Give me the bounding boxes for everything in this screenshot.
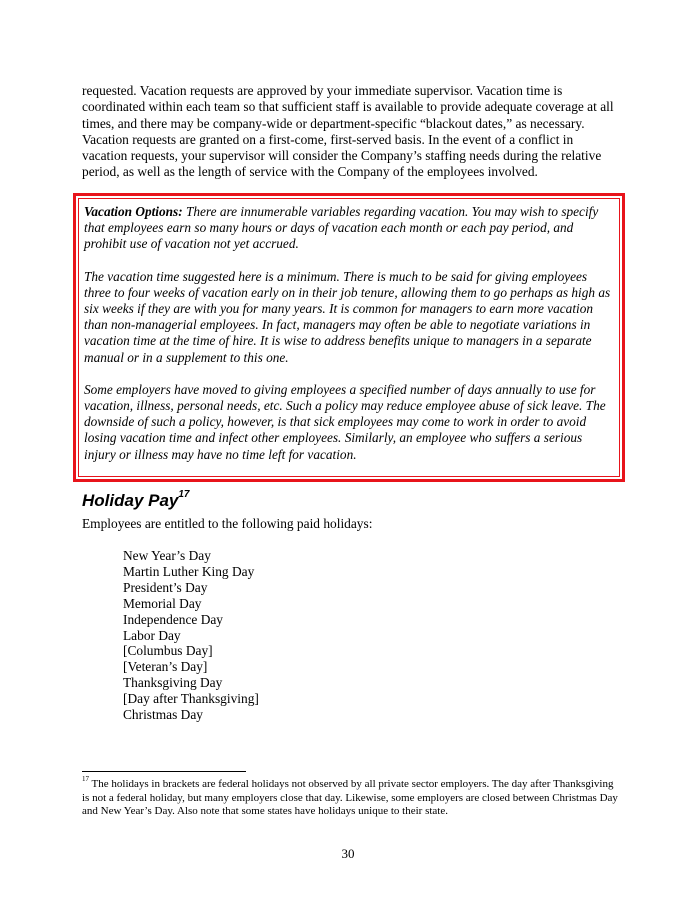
holiday-item: Thanksgiving Day — [123, 675, 223, 691]
holiday-item: Independence Day — [123, 611, 224, 627]
holiday-footnote-ref[interactable]: 17 — [178, 489, 190, 501]
page-number: 30 — [341, 846, 355, 861]
holiday-item: Labor Day — [123, 627, 181, 643]
holiday-item: Martin Luther King Day — [123, 563, 255, 579]
holiday-intro: Employees are entitled to the following paid holidays: — [82, 516, 373, 531]
footnote-number: 17 — [82, 775, 89, 784]
footnote-text: The holidays in brackets are federal holidays not observed by all private sector employers. The day after Thanksgiving is not a federal holiday, but many employers close that day. Likewise, some employers are closed between Christmas Day and New Year’s Day. Also note that some states have holidays unique to their state. — [82, 778, 618, 818]
callout-text — [84, 204, 616, 463]
vacation-options-callout — [73, 193, 625, 482]
holiday-item: [Columbus Day] — [123, 643, 213, 659]
holiday-item: Christmas Day — [123, 707, 203, 723]
holiday-item: New Year’s Day — [123, 548, 211, 563]
callout-paragraph-3: Some employers have moved to giving employees a specified number of days annually to use for vacation, illness, personal needs, etc. Such a policy may reduce employee abuse of sick leave. The downside of such a policy, however, is that sick employees may come to work in order to avoid losing vacation time and infect other employees. Similarly, an employee who suffers a serious injury or illness may have no time left for vacation. — [84, 381, 606, 462]
callout-paragraph-1-text: There are innumerable variables regarding vacation. You may wish to specify that employees earn so many hours or days of vacation each month or each pay period, and prohibit use of vacation not yet accrued. — [84, 204, 599, 252]
holiday-item: President’s Day — [123, 579, 208, 595]
intro-paragraph: requested. Vacation requests are approved by your immediate supervisor. Vacation time is coordinated within each team so that sufficient staff is available to provide adequate coverage at all times, and there may be company-wide or department-specific “blackout dates,” as necessary. Vacation requests are granted on a first-come, first-served basis. In the event of a conflict in vacation requests, your supervisor will consider the Company’s staffing needs during the relative period, as well as the length of service with the Company of the employees involved. — [82, 83, 614, 180]
callout-paragraph-2: The vacation time suggested here is a minimum. There is much to be said for giving employees three to four weeks of vacation early on in their job tenure, allowing them to go perhaps as high as six weeks if they are with you for many years. It is common for managers to earn more vacation than non-managerial employees. In fact, managers may often be able to negotiate variations in vacation time at the time of hire. It is wise to address benefits unique to managers in a separate manual or in a supplement to this one. — [84, 268, 611, 365]
callout-lead-label: Vacation Options: — [84, 204, 183, 219]
holiday-item: [Day after Thanksgiving] — [123, 691, 259, 707]
holiday-list — [123, 548, 259, 723]
footnote — [82, 775, 622, 819]
callout-paragraph-1 — [84, 204, 616, 253]
holiday-pay-heading — [82, 490, 190, 512]
holiday-heading-text: Holiday Pay — [82, 491, 179, 510]
footnote-divider — [82, 771, 246, 772]
holiday-item: [Veteran’s Day] — [123, 659, 208, 675]
holiday-item: Memorial Day — [123, 595, 202, 611]
